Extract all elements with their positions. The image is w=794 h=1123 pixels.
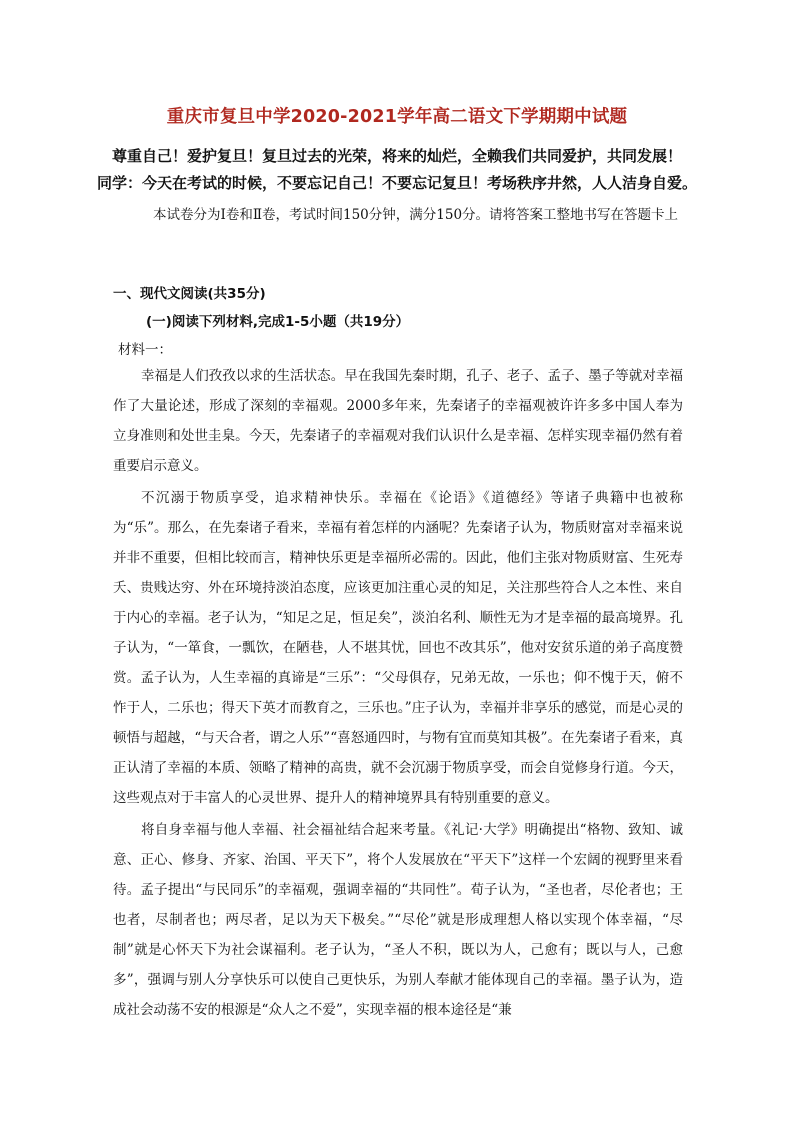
school-motto-line-1: 尊重自己！爱护复旦！复旦过去的光荣，将来的灿烂，全赖我们共同爱护，共同发展！ bbox=[111, 147, 682, 165]
material-label: 材料一： bbox=[118, 342, 172, 358]
paragraph: 幸福是人们孜孜以求的生活状态。早在我国先秦时期，孔子、老子、孟子、墨子等就对幸福作了大量论述，形成了深刻的幸福观。2000多年来，先秦诸子的幸福观被许许多多中国人奉为立身准则和处世圭臬。今天，先秦诸子的幸福观对我们认识什么是幸福、怎样实现幸福仍然有着重要启示意义。 bbox=[113, 368, 683, 474]
paragraph: 不沉溺于物质享受，追求精神快乐。幸福在《论语》《道德经》等诸子典籍中也被称为“乐”。那么，在先秦诸子看来，幸福有着怎样的内涵呢？先秦诸子认为，物质财富对幸福来说并非不重要，但相比较而言，精神快乐更是幸福所必需的。因此，他们主张对物质财富、生死寿夭、贵贱达穷、外在环境持淡泊态度，应该更加注重心灵的知足，关注那些符合人之本性、来自于内心的幸福。老子认为，“知足之足，恒足矣”，淡泊名利、顺性无为才是幸福的最高境界。孔子认为，“一箪食，一瓢饮，在陋巷，人不堪其忧，回也不改其乐”，他对安贫乐道的弟子高度赞赏。孟子认为，人生幸福的真谛是“三乐”：“父母俱存，兄弟无故，一乐也；仰不愧于天，俯不怍于人，二乐也；得天下英才而教育之，三乐也。”庄子认为，幸福并非享乐的感觉，而是心灵的顿悟与超越，“与天合者，谓之人乐”“喜怒通四时，与物有宜而莫知其极”。在先秦诸子看来，真正认清了幸福的本质、领略了精神的高贵，就不会沉溺于物质享受，而会自觉修身行道。今天，这些观点对于丰富人的心灵世界、提升人的精神境界具有特别重要的意义。 bbox=[113, 490, 683, 806]
document-title: 重庆市复旦中学2020-2021学年高二语文下学期期中试题 bbox=[166, 107, 628, 127]
exam-notice: 本试卷分为Ⅰ卷和Ⅱ卷，考试时间150分钟，满分150分。请将答案工整地书写在答题卡上 bbox=[153, 207, 679, 223]
paragraph: 将自身幸福与他人幸福、社会福祉结合起来考量。《礼记·大学》明确提出“格物、致知、诚意、正心、修身、齐家、治国、平天下”，将个人发展放在“平天下”这样一个宏阔的视野里来看待。孟子提出“与民同乐”的幸福观，强调幸福的“共同性”。荀子认为，“圣也者，尽伦者也；王也者，尽制者也；两尽者，足以为天下极矣。”“尽伦”就是形成理想人格以实现个体幸福，“尽制”就是心怀天下为社会谋福利。老子认为，“圣人不积，既以为人，己愈有；既以与人，己愈多”，强调与别人分享快乐可以使自己更快乐，为别人奉献才能体现自己的幸福。墨子认为，造成社会动荡不安的根源是“众人之不爱”，实现幸福的根本途径是“兼 bbox=[113, 822, 683, 1018]
section-heading: 一、现代文阅读(共35分) bbox=[113, 286, 266, 302]
subsection-heading: (一)阅读下列材料,完成1-5小题（共19分） bbox=[146, 314, 410, 330]
school-motto-line-2: 同学：今天在考试的时候，不要忘记自己！不要忘记复旦！考场秩序井然，人人洁身自爱。 bbox=[96, 174, 697, 192]
reading-passage bbox=[113, 361, 683, 1027]
